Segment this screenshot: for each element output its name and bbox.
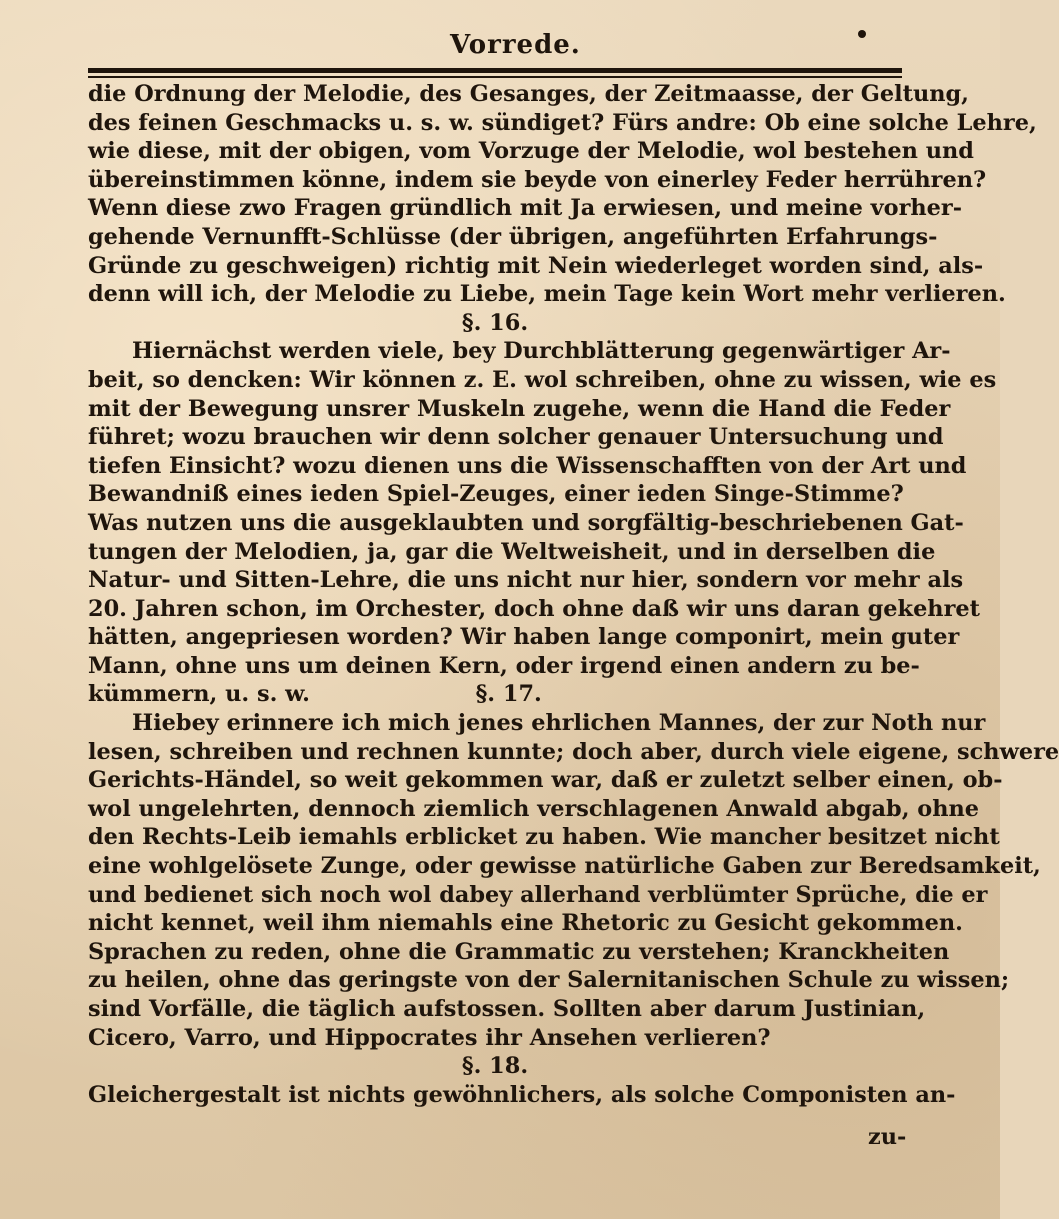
- text-line: sind Vorfälle, die täglich aufstossen. Sollten aber darum Justinian,: [88, 996, 926, 1022]
- ink-dot: [858, 30, 866, 38]
- text-line: denn will ich, der Melodie zu Liebe, mein Tage kein Wort mehr verlieren.: [88, 281, 1006, 308]
- text-line-tail: kümmern, u. s. w.: [88, 681, 310, 708]
- catchword: zu-: [868, 1124, 907, 1150]
- text-line: übereinstimmen könne, indem sie beyde von einerley Feder herrühren?: [88, 166, 987, 193]
- text-line: 20. Jahren schon, im Orchester, doch ohne daß wir uns daran gekehret: [88, 595, 980, 622]
- text-line: Sprachen zu reden, ohne die Grammatic zu verstehen; Kranckheiten: [88, 938, 950, 965]
- text-line: wol ungelehrten, dennoch ziemlich verschlagenen Anwald abgab, ohne: [88, 795, 980, 822]
- text-line: Was nutzen uns die ausgeklaubten und sorgfältig-beschriebenen Gat-: [88, 509, 964, 536]
- text-line: Mann, ohne uns um deinen Kern, oder irgend einen andern zu be-: [88, 652, 920, 679]
- text-line: zu heilen, ohne das geringste von der Salernitanischen Schule zu wissen;: [88, 967, 1010, 994]
- text-line: Hiernächst werden viele, bey Durchblätterung gegenwärtiger Ar-: [132, 338, 951, 365]
- text-line: wie diese, mit der obigen, vom Vorzuge der Melodie, wol bestehen und: [88, 138, 974, 165]
- text-line: mit der Bewegung unsrer Muskeln zugehe, wenn die Hand die Feder: [88, 395, 951, 422]
- section-number-18: §. 18.: [461, 1053, 529, 1080]
- text-line: tungen der Melodien, ja, gar die Weltweisheit, und in derselben die: [88, 538, 936, 565]
- text-line: führet; wozu brauchen wir denn solcher genauer Untersuchung und: [88, 424, 944, 451]
- header-rule-thin: [88, 76, 902, 78]
- text-line: Bewandniß eines ieden Spiel-Zeuges, einer ieden Singe-Stimme?: [88, 481, 904, 508]
- text-line: Gleichergestalt ist nichts gewöhnlichers, als solche Componisten an-: [88, 1081, 956, 1108]
- page-title: Vorrede.: [450, 30, 581, 60]
- section-number-17: §. 17.: [475, 681, 542, 708]
- text-line: des feinen Geschmacks u. s. w. sündiget? Fürs andre: Ob eine solche Lehre,: [88, 109, 1037, 136]
- text-line: beit, so dencken: Wir können z. E. wol schreiben, ohne zu wissen, wie es: [88, 366, 997, 393]
- text-line: Wenn diese zwo Fragen gründlich mit Ja erwiesen, und meine vorher-: [88, 195, 963, 222]
- text-line: die Ordnung der Melodie, des Gesanges, der Zeitmaasse, der Geltung,: [88, 81, 969, 107]
- text-line: hätten, angepriesen worden? Wir haben lange componirt, mein guter: [88, 624, 960, 651]
- text-line-with-section: [88, 680, 902, 709]
- text-line: tiefen Einsicht? wozu dienen uns die Wissenschafften von der Art und: [88, 452, 967, 479]
- text-line: Natur- und Sitten-Lehre, die uns nicht nur hier, sondern vor mehr als: [88, 567, 964, 594]
- text-body: [88, 80, 1059, 1109]
- text-line: Gründe zu geschweigen) richtig mit Nein wiederleget worden sind, als-: [88, 252, 984, 279]
- header-rule: [88, 68, 902, 73]
- text-line: Hiebey erinnere ich mich jenes ehrlichen Mannes, der zur Noth nur: [132, 710, 986, 737]
- text-line: Gerichts-Händel, so weit gekommen war, daß er zuletzt selber einen, ob-: [88, 767, 1003, 794]
- text-line: eine wohlgelösete Zunge, oder gewisse natürliche Gaben zur Beredsamkeit,: [88, 853, 1041, 880]
- text-line: nicht kennet, weil ihm niemahls eine Rhetoric zu Gesicht gekommen.: [88, 910, 963, 937]
- text-line: und bedienet sich noch wol dabey allerhand verblümter Sprüche, die er: [88, 881, 988, 908]
- text-line: gehende Vernunfft-Schlüsse (der übrigen, angeführten Erfahrungs-: [88, 223, 938, 250]
- section-number-16: §. 16.: [461, 309, 529, 336]
- text-line: den Rechts-Leib iemahls erblicket zu haben. Wie mancher besitzet nicht: [88, 824, 1000, 851]
- text-line: lesen, schreiben und rechnen kunnte; doch aber, durch viele eigene, schwere: [88, 738, 1059, 765]
- text-line: Cicero, Varro, und Hippocrates ihr Ansehen verlieren?: [88, 1024, 771, 1051]
